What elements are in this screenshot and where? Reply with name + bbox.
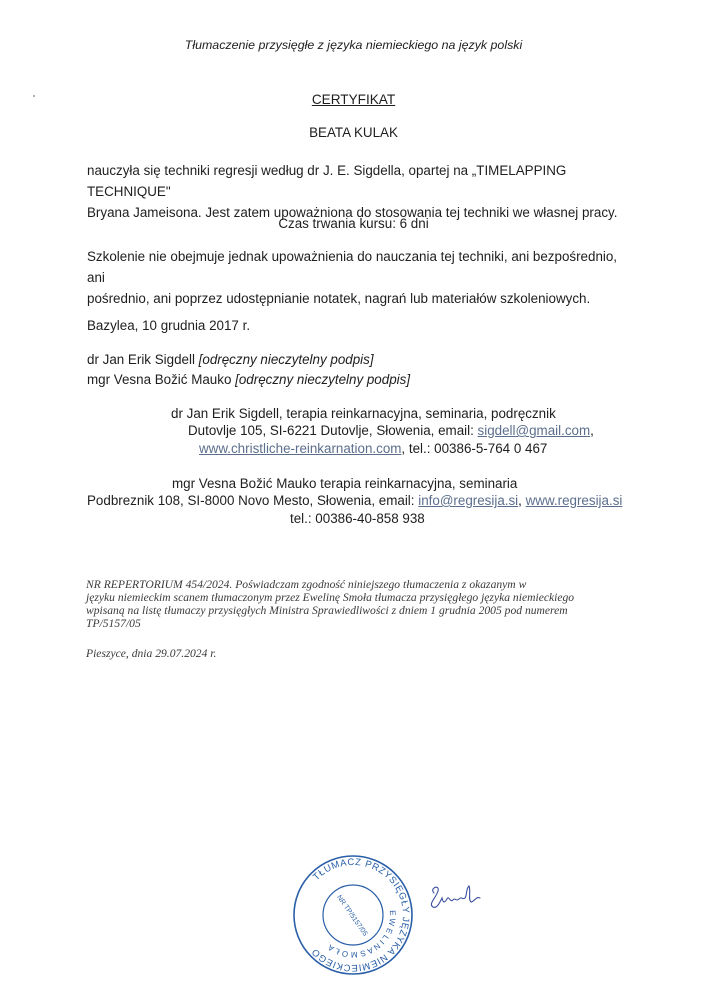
recipient-name: BEATA KULAK [309,125,398,140]
restriction-line-2: pośrednio, ani poprzez udostępnianie notatek, nagrań lub materiałów szkoleniowych. [87,291,591,306]
contact-1-email-link[interactable]: sigdell@gmail.com [477,423,591,438]
signature-line-1 [87,349,374,370]
place-and-date: Bazylea, 10 grudnia 2017 r. [87,318,251,333]
restriction-line-1: Szkolenie nie obejmuje jednak upoważnienia do nauczania tej techniki, ani bezpośrednio, ani [87,249,618,285]
contact-2-line-1: mgr Vesna Božić Mauko terapia reinkarnacyjna, seminaria [172,476,518,491]
certificate-title: CERTYFIKAT [311,92,396,107]
restriction-paragraph [87,246,627,309]
document-header: Tłumaczenie przysięgłe z języka niemieckiego na język polski [184,38,523,52]
contact-1-comma: , [590,423,594,438]
stamp-outer-text: TŁUMACZ PRZYSIĘGŁY JĘZYKA NIEMIECKIEGO [309,856,412,974]
contact-2-separator: , [518,493,526,508]
signature-name-2: mgr Vesna Božić Mauko [87,372,232,387]
signature-line-2 [87,369,410,390]
contact-2-address: Podbreznik 108, SI-8000 Novo Mesto, Słowenia, email: [87,493,419,508]
repertorium-block [86,578,574,630]
translation-place-date: Pieszyce, dnia 29.07.2024 r. [86,647,217,660]
signature-name-1: dr Jan Erik Sigdell [87,352,195,367]
contact-1-address: Dutovlje 105, SI-6221 Dutovlje, Słowenia, email: [188,423,478,438]
stamp-name-text: E W E L I N A S M O Ł A [326,910,398,960]
translator-signature [425,880,485,914]
intro-line-1: nauczyła się techniki regresji według dr J. E. Sigdella, opartej na „TIMELAPPING TECHNIQUE" [87,163,567,199]
contact-1-phone: , tel.: 00386-5-764 0 467 [401,441,548,456]
course-duration: Czas trwania kursu: 6 dni [278,216,429,231]
repertorium-line-3: wpisaną na listę tłumaczy przysięgłych Ministra Sprawiedliwości z dniem 1 grudnia 2005 pod numerem [86,604,568,617]
repertorium-line-2: języku niemieckim scanem tłumaczonym przez Ewelinę Smoła tłumacza przysięgłego języka niemieckiego [86,591,575,604]
intro-line-2: Bryana Jameisona. Jest zatem upoważniona do stosowania tej techniki we własnej pracy. [87,205,618,220]
repertorium-line-1: NR REPERTORIUM 454/2024. Poświadczam zgodność niniejszego tłumaczenia z okazanym w [86,578,527,591]
contact-2-email-link[interactable]: info@regresija.si [418,493,519,508]
signature-note-1: [odręczny nieczytelny podpis] [198,352,374,367]
contact-2-website-link[interactable]: www.regresija.si [525,493,623,508]
contact-1-website-link[interactable]: www.christliche-reinkarnation.com [199,441,402,456]
translator-stamp [290,852,416,978]
contact-1-line-1: dr Jan Erik Sigdell, terapia reinkarnacyjna, seminaria, podręcznik [171,406,556,421]
stamp-number: NR TP/5157/05 [335,894,369,938]
signature-note-2: [odręczny nieczytelny podpis] [235,372,411,387]
contact-1-line-3 [199,438,547,459]
repertorium-line-4: TP/5157/05 [86,617,141,630]
contact-2-phone: tel.: 00386-40-858 938 [290,511,425,526]
